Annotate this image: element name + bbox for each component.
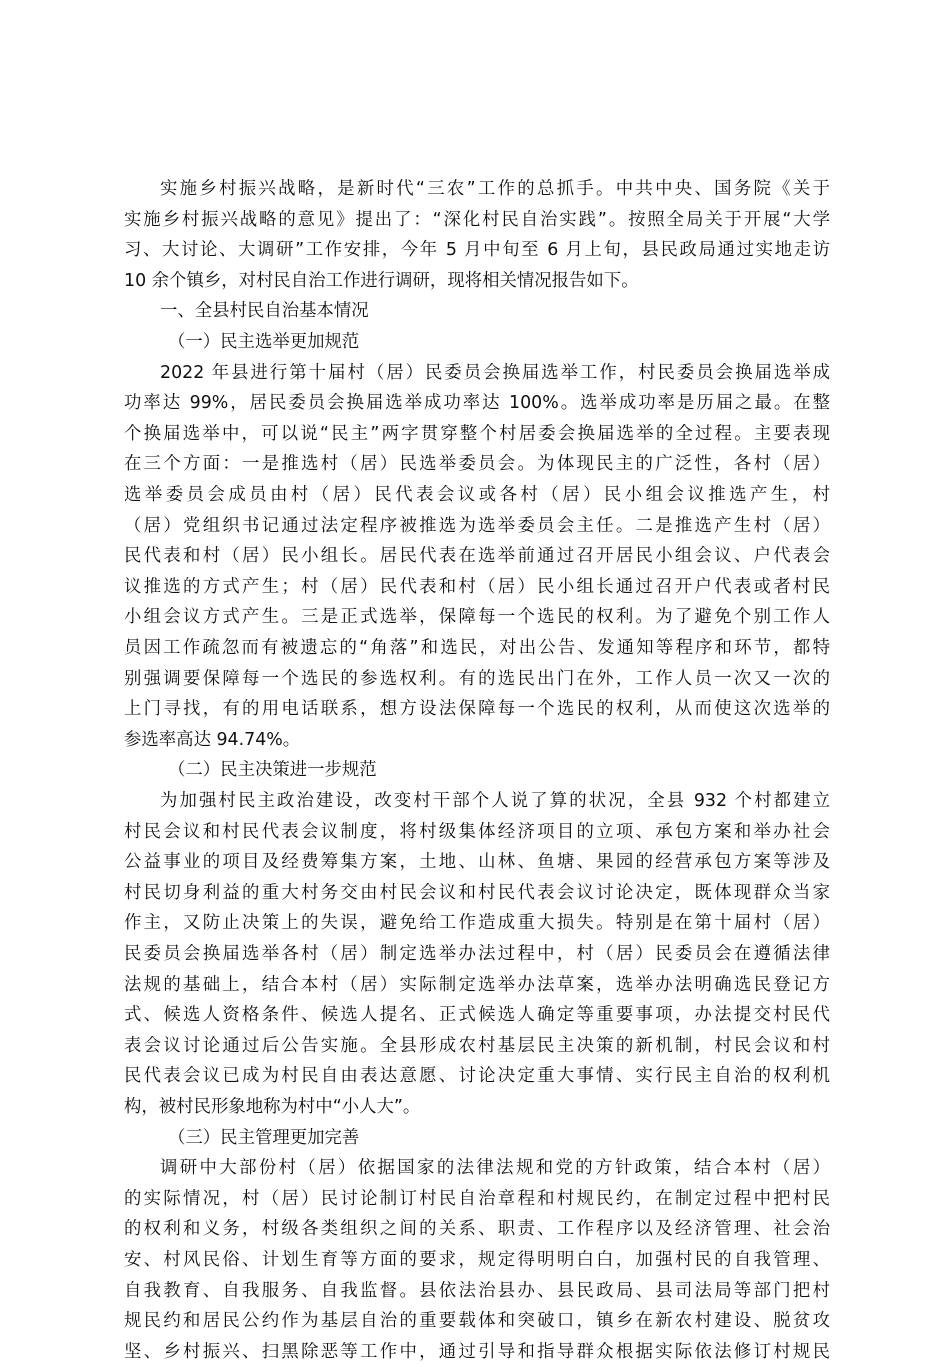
paragraph-line: 自我教育、自我服务、自我监督。县依法治县办、县民政局、县司法局等部门把村 [124, 1280, 830, 1301]
paragraph-line: 法规的基础上，结合本村（居）实际制定选举办法草案，选举办法明确选民登记方 [124, 974, 830, 995]
subsection-heading: （一）民主选举更加规范 [168, 332, 360, 352]
paragraph-line: 作主，又防止决策上的失误，避免给工作造成重大损失。特别是在第十届村（居） [124, 913, 830, 934]
paragraph-line: 表会议讨论通过后公告实施。全县形成农村基层民主决策的新机制，村民会议和村 [124, 1035, 830, 1056]
paragraph-line: 的权利和义务，村级各类组织之间的关系、职责、工作程序以及经济管理、社会治 [124, 1219, 830, 1240]
paragraph-line: 功率达 99%，居民委员会换届选举成功率达 100%。选举成功率是历届之最。在整 [124, 393, 830, 414]
subsection-heading: （三）民主管理更加完善 [168, 1127, 360, 1148]
paragraph-line: 村民会议和村民代表会议制度，将村级集体经济项目的立项、承包方案和举办社会 [124, 821, 830, 842]
paragraph-line: 调研中大部份村（居）依据国家的法律法规和党的方针政策，结合本村（居） [160, 1158, 830, 1179]
subsection-heading: （二）民主决策进一步规范 [168, 760, 377, 781]
paragraph-line: 习、大讨论、大调研”工作安排，今年 5 月中旬至 6 月上旬，县民政局通过实地走访 [124, 240, 830, 261]
paragraph-line: 为加强村民主政治建设，改变村干部个人说了算的状况，全县 932 个村都建立 [160, 791, 830, 811]
paragraph-line: 上门寻找，有的用电话联系，想方设法保障每一个选民的权利，从而使这次选举的 [124, 699, 830, 720]
paragraph-line: 员因工作疏忽而有被遗忘的“角落”和选民，对出公告、发通知等程序和环节，都特 [124, 638, 830, 658]
paragraph-line: 2022 年县进行第十届村（居）民委员会换届选举工作，村民委员会换届选举成 [160, 362, 830, 383]
paragraph-line: 实施乡村振兴战略的意见》提出了：“深化村民自治实践”。按照全局关于开展“大学 [124, 209, 830, 230]
paragraph-line: 别强调要保障每一个选民的参选权利。有的选民出门在外，工作人员一次又一次的 [124, 668, 830, 689]
paragraph-line: 民委员会换届选举各村（居）制定选举办法过程中，村（居）民委员会在遵循法律 [124, 944, 830, 964]
paragraph-line: 规民约和居民公约作为基层自治的重要载体和突破口，镇乡在新农村建设、脱贫攻 [124, 1311, 830, 1332]
paragraph-line: 的实际情况，村（居）民讨论制订村民自治章程和村规民约，在制定过程中把村民 [124, 1188, 830, 1209]
paragraph-line: 坚、乡村振兴、扫黑除恶等工作中，通过引导和指导群众根据实际依法修订村规民 [124, 1341, 830, 1362]
paragraph-line: 议推选的方式产生；村（居）民代表和村（居）民小组长通过召开户代表或者村民 [124, 576, 830, 597]
paragraph-line: 民代表和村（居）民小组长。居民代表在选举前通过召开居民小组会议、户代表会 [124, 546, 830, 567]
paragraph-line: 选举委员会成员由村（居）民代表会议或各村（居）民小组会议推选产生，村 [124, 485, 830, 505]
paragraph-line: 小组会议方式产生。三是正式选举，保障每一个选民的权利。为了避免个别工作人 [124, 607, 830, 628]
paragraph-line: 参选率高达 94.74%。 [124, 729, 301, 750]
paragraph-line: 构，被村民形象地称为村中“小人大”。 [124, 1097, 421, 1117]
paragraph-line: 安、村风民俗、计划生育等方面的要求，规定得明明白白，加强村民的自我管理、 [124, 1250, 830, 1270]
paragraph-line: 实施乡村振兴战略，是新时代“三农”工作的总抓手。中共中央、国务院《关于 [160, 179, 830, 199]
paragraph-line: 在三个方面：一是推选村（居）民选举委员会。为体现民主的广泛性，各村（居） [124, 454, 830, 475]
paragraph-line: （居）党组织书记通过法定程序被推选为选举委员会主任。二是推选产生村（居） [124, 515, 830, 536]
section-heading: 一、全县村民自治基本情况 [160, 301, 369, 322]
paragraph-line: 10 余个镇乡，对村民自治工作进行调研，现将相关情况报告如下。 [124, 270, 639, 291]
paragraph-line: 民代表会议已成为村民自由表达意愿、讨论决定重大事情、实行民主自治的权利机 [124, 1066, 830, 1087]
paragraph-line: 个换届选举中，可以说“民主”两字贯穿整个村居委会换届选举的全过程。主要表现 [124, 423, 830, 444]
paragraph-line: 公益事业的项目及经费筹集方案，土地、山林、鱼塘、果园的经营承包方案等涉及 [124, 852, 830, 873]
paragraph-line: 式、候选人资格条件、候选人提名、正式候选人确定等重要事项，办法提交村民代 [124, 1005, 830, 1026]
paragraph-line: 村民切身利益的重大村务交由村民会议和村民代表会议讨论决定，既体现群众当家 [124, 882, 830, 903]
